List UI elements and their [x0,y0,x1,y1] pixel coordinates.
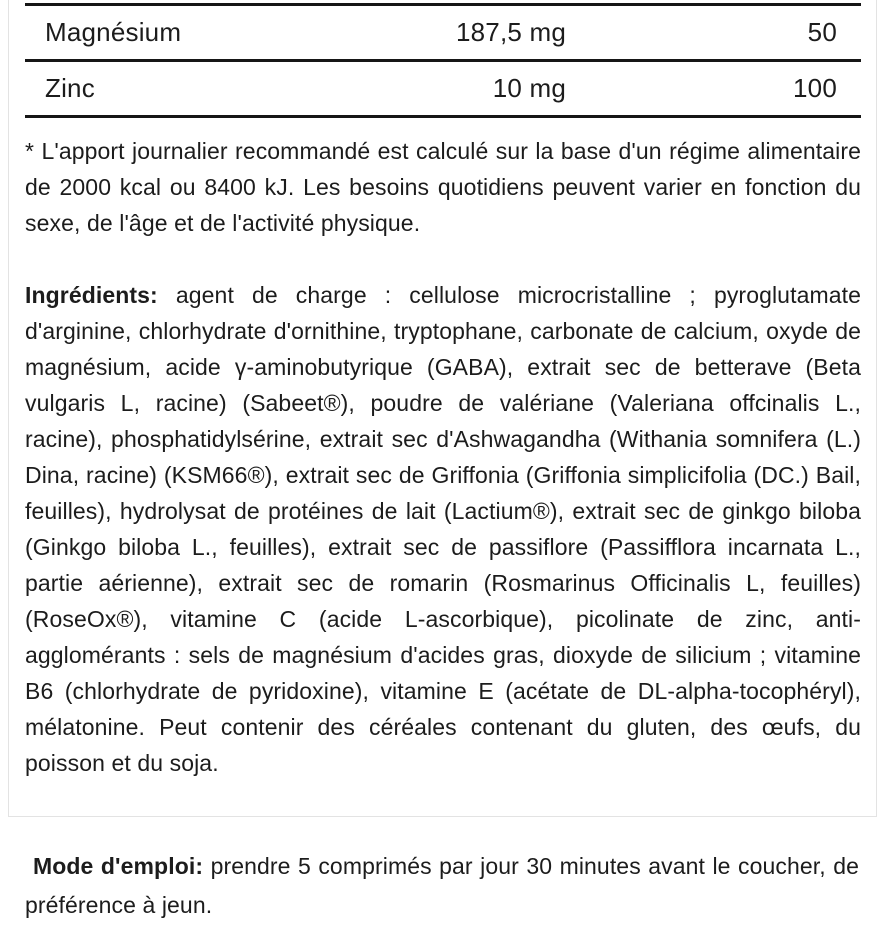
usage-paragraph [0,847,892,925]
ingredients-label: Ingrédients: [25,282,158,308]
table-row-zinc [25,62,861,118]
usage-text: prendre 5 comprimés par jour 30 minutes avant le coucher, de préférence à jeun. [25,853,859,918]
daily-intake-footnote: * L'apport journalier recommandé est calculé sur la base d'un régime alimentaire de 2000 kcal ou 8400 kJ. Les besoins quotidiens peuvent varier en fonction du sexe, de l'âge et de l'activité physique. [25,138,861,236]
table-row-magnesium [25,6,861,62]
usage-label: Mode d'emploi: [33,853,204,879]
nutrient-name: Zinc [45,73,95,103]
nutrient-table [25,3,861,118]
nutrient-daily-value-percent: 50 [807,17,837,47]
ingredients-paragraph [25,277,861,781]
nutrient-name: Magnésium [45,17,182,47]
nutrient-amount: 10 mg [492,73,566,103]
supplement-facts-panel [8,0,877,817]
ingredients-text: agent de charge : cellulose microcristalline ; pyroglutamate d'arginine, chlorhydrate d'ornithine, tryptophane, carbonate de calcium, oxyde de magnésium, acide γ-aminobutyrique (GABA), extrait sec de betterave (Beta vulgaris L, racine) (Sabeet®), poudre de valériane (Valeriana offcinalis L., racine), phosphatidylsérine, extrait sec d'Ashwagandha (Withania somnifera (L.) Dina, racine) (KSM66®), extrait sec de Griffonia (Griffonia simplicifolia (DC.) Bail, feuilles), hydrolysat de protéines de lait (Lactium®), extrait sec de ginkgo biloba (Ginkgo biloba L., feuilles), extrait sec de passiflore (Passifflora incarnata L., partie aérienne), extrait sec de romarin (Rosmarinus Officinalis L, feuilles) (RoseOx®), vitamine C (acide L-ascorbique), picolinate de zinc, anti-agglomérants : sels de magnésium d'acides gras, dioxyde de silicium ; vitamine B6 (chlorhydrate de pyridoxine), vitamine E (acétate de DL-alpha-tocophéryl), mélatonine. Peut contenir des céréales contenant du gluten, des œufs, du poisson et du soja. [25,282,861,776]
nutrient-amount: 187,5 mg [455,17,566,47]
nutrient-daily-value-percent: 100 [793,73,837,103]
